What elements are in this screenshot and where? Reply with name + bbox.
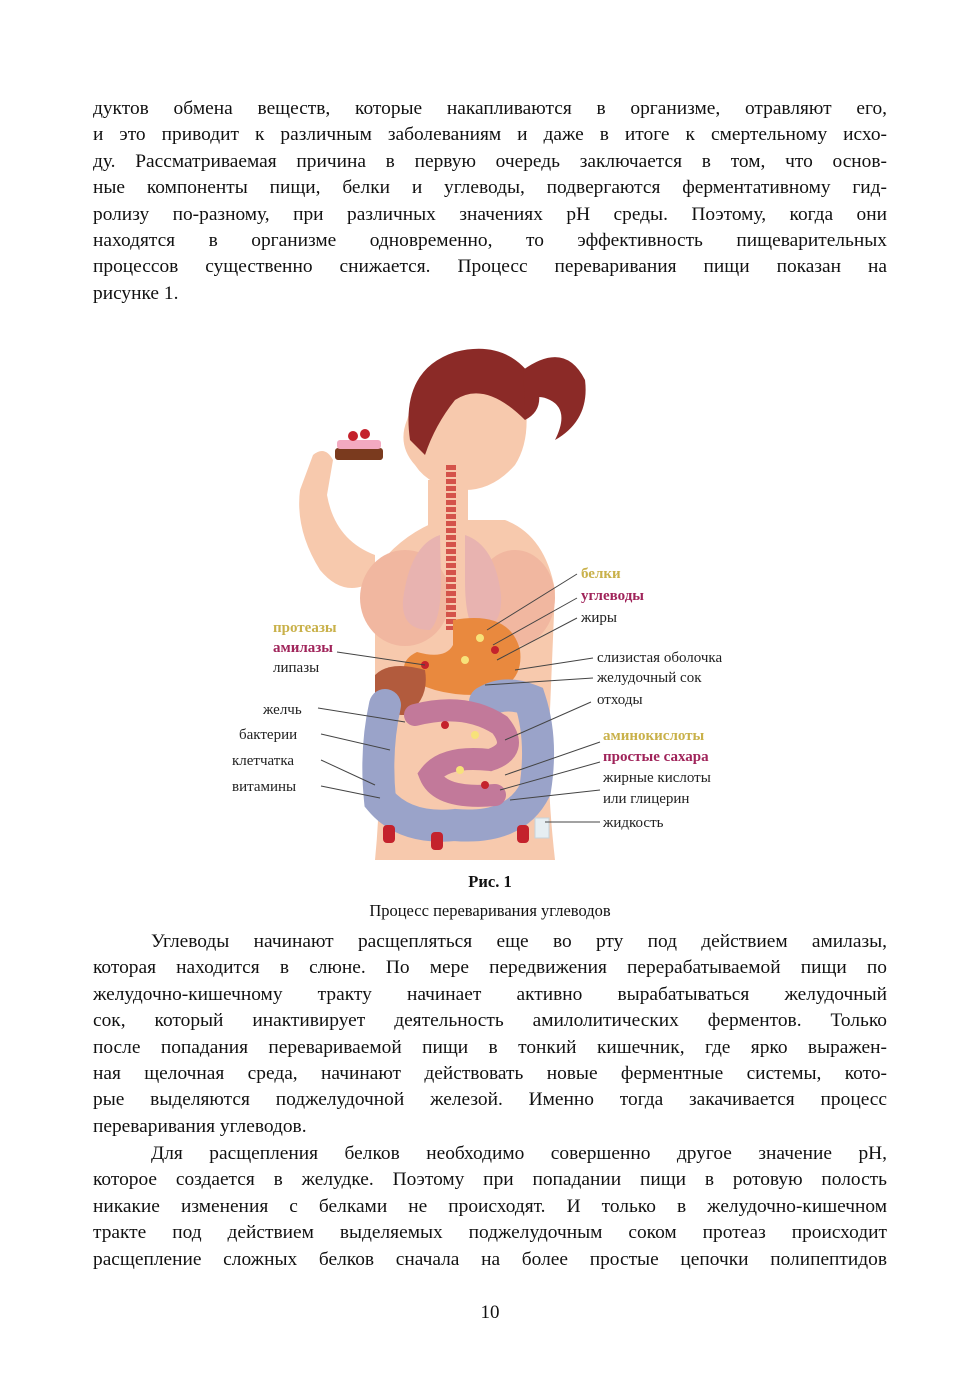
label-vitaminy: витамины [232, 779, 297, 795]
text-line: желудочно-кишечному тракту начинает активно вырабатываться желудочный [93, 983, 887, 1005]
label-zhelch: желчь [263, 702, 302, 718]
text-line: находятся в организме одновременно, то эффективность пищеварительных [93, 230, 887, 252]
text-line: ные компоненты пищи, белки и углеводы, подвергаются ферментативному гид- [93, 177, 887, 199]
text-line: которое создается в желудке. Поэтому при попадании пищи в ротовую полость [93, 1169, 887, 1191]
text-line: после попадания перевариваемой пищи в тонкий кишечник, где ярко выражен- [93, 1036, 887, 1058]
paragraph-carbs [93, 929, 887, 1140]
label-sahara: простые сахара [603, 749, 709, 765]
figure-number: Рис. 1 [468, 872, 512, 891]
label-slizistaya: слизистая оболочка [597, 650, 723, 666]
digestion-illustration [225, 330, 765, 862]
text-line: тракте под действием выделяемых поджелудочным соком протеаз происходит [93, 1222, 887, 1244]
text-line: ду. Рассматриваемая причина в первую очередь заключается в том, что основ- [93, 150, 887, 172]
label-zhidkost: жидкость [603, 815, 664, 831]
label-lipazy: липазы [273, 660, 320, 676]
label-sok: желудочный сок [597, 670, 702, 686]
text-line: расщепление сложных белков сначала на более простые цепочки полипептидов [93, 1248, 887, 1270]
text-line: переваривания углеводов. [93, 1115, 307, 1137]
label-othody: отходы [597, 692, 643, 708]
cake-icon [335, 429, 383, 460]
page-number: 10 [480, 1302, 500, 1323]
text-line: рые выделяются поджелудочной железой. Именно тогда закачивается процесс [93, 1089, 887, 1111]
paragraph-proteins [93, 1141, 887, 1273]
label-aminokisloty: аминокислоты [603, 728, 705, 744]
label-bakterii: бактерии [239, 727, 298, 743]
text-line: никакие изменения с белками не происходят. И только в желудочно-кишечном [93, 1195, 887, 1217]
text-line: и это приводит к различным заболеваниям и даже в итоге к смертельному исхо- [93, 124, 887, 146]
text-line: дуктов обмена веществ, которые накапливаются в организме, отравляют его, [93, 98, 887, 119]
text-line: ролизу по-разному, при различных значениях pH среды. Поэтому, когда они [93, 203, 887, 225]
text-line: которая находится в слюне. По мере передвижения перерабатываемой пищи по [93, 957, 887, 979]
text-line: процессов существенно снижается. Процесс переваривания пищи показан на [93, 256, 887, 278]
text-line: рисунке 1. [93, 282, 179, 304]
label-kletchatka: клетчатка [232, 753, 295, 769]
label-belki: белки [581, 566, 621, 582]
label-glicerin: или глицерин [603, 791, 690, 807]
figure-caption: Процесс переваривания углеводов [369, 901, 611, 920]
paragraph-intro [93, 96, 887, 307]
label-uglevody: углеводы [581, 588, 644, 604]
text-line: Углеводы начинают расщепляться еще во рту под действием амилазы, [151, 931, 887, 952]
text-line: Для расщепления белков необходимо совершенно другое значение pH, [151, 1143, 887, 1164]
glass-icon [535, 818, 549, 838]
label-zhirnye-kisloty: жирные кислоты [603, 770, 711, 786]
label-zhiry: жиры [581, 610, 617, 626]
label-amilazy: амилазы [273, 640, 334, 656]
label-proteazy: протеазы [273, 620, 337, 636]
text-line: ная щелочная среда, начинают действовать новые ферментные системы, кото- [93, 1063, 887, 1085]
text-line: сок, который инактивирует деятельность амилолитических ферментов. Только [93, 1010, 887, 1032]
